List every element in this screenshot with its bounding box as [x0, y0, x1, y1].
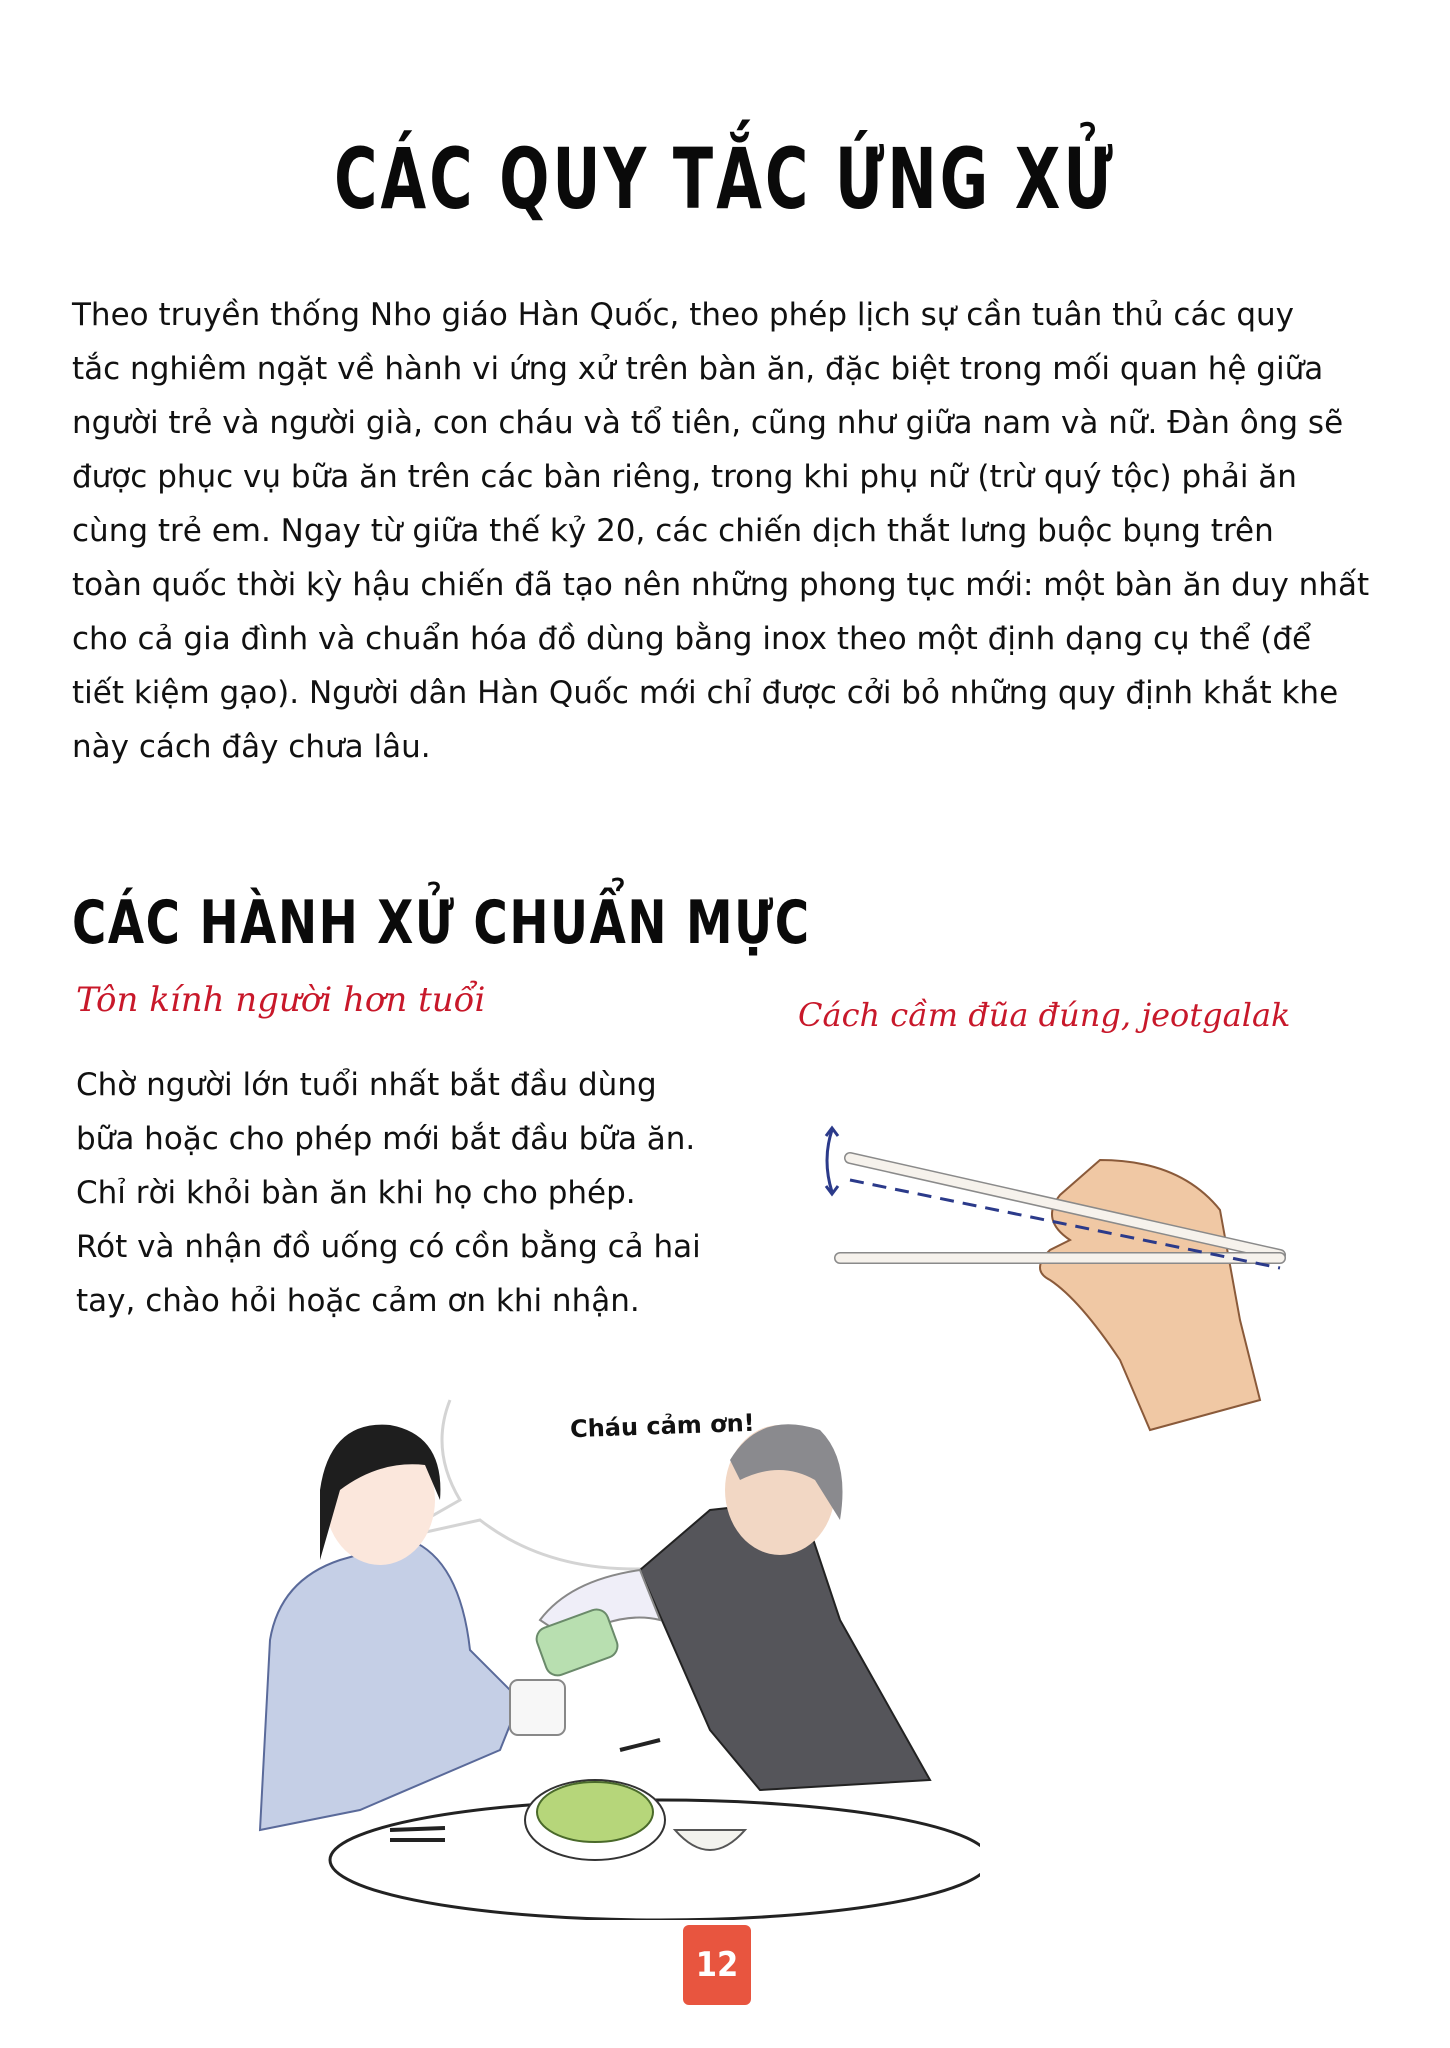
- intro-line: người trẻ và người già, con cháu và tổ tiên, cũng như giữa nam và nữ. Đàn ông sẽ: [72, 405, 1344, 441]
- intro-line: toàn quốc thời kỳ hậu chiến đã tạo nên những phong tục mới: một bàn ăn duy nhất: [72, 567, 1370, 603]
- rules-line: bữa hoặc cho phép mới bắt đầu bữa ăn.: [76, 1121, 696, 1157]
- intro-paragraph: [72, 288, 1372, 774]
- dining-scene-illustration: [240, 1390, 980, 1920]
- page-title: CÁC QUY TẮC ỨNG XỬ: [334, 130, 1116, 228]
- intro-line: cùng trẻ em. Ngay từ giữa thế kỷ 20, các chiến dịch thắt lưng buộc bụng trên: [72, 513, 1274, 549]
- rules-line: Chỉ rời khỏi bàn ăn khi họ cho phép.: [76, 1175, 636, 1211]
- intro-line: Theo truyền thống Nho giáo Hàn Quốc, theo phép lịch sự cần tuân thủ các quy: [72, 297, 1295, 333]
- intro-line: tắc nghiêm ngặt về hành vi ứng xử trên bàn ăn, đặc biệt trong mối quan hệ giữa: [72, 351, 1324, 387]
- rules-line: Chờ người lớn tuổi nhất bắt đầu dùng: [76, 1067, 657, 1103]
- rules-line: Rót và nhận đồ uống có cồn bằng cả hai: [76, 1229, 701, 1265]
- rules-paragraph: [76, 1058, 716, 1328]
- intro-line: được phục vụ bữa ăn trên các bàn riêng, trong khi phụ nữ (trừ quý tộc) phải ăn: [72, 459, 1297, 495]
- subhead-respect-elders: Tôn kính người hơn tuổi: [76, 980, 486, 1020]
- speech-bubble-text: Cháu cảm ơn!: [569, 1408, 756, 1444]
- subhead-chopsticks: Cách cầm đũa đúng, jeotgalak: [798, 996, 1291, 1034]
- intro-line: cho cả gia đình và chuẩn hóa đồ dùng bằng inox theo một định dạng cụ thể (để: [72, 621, 1312, 657]
- intro-line: này cách đây chưa lâu.: [72, 729, 431, 765]
- section-title: CÁC HÀNH XỬ CHUẨN MỰC: [72, 888, 811, 958]
- chopsticks-hand-illustration: [820, 1100, 1300, 1440]
- rules-line: tay, chào hỏi hoặc cảm ơn khi nhận.: [76, 1283, 640, 1319]
- page-number-badge: 12: [683, 1925, 751, 2005]
- intro-line: tiết kiệm gạo). Người dân Hàn Quốc mới chỉ được cởi bỏ những quy định khắt khe: [72, 675, 1339, 711]
